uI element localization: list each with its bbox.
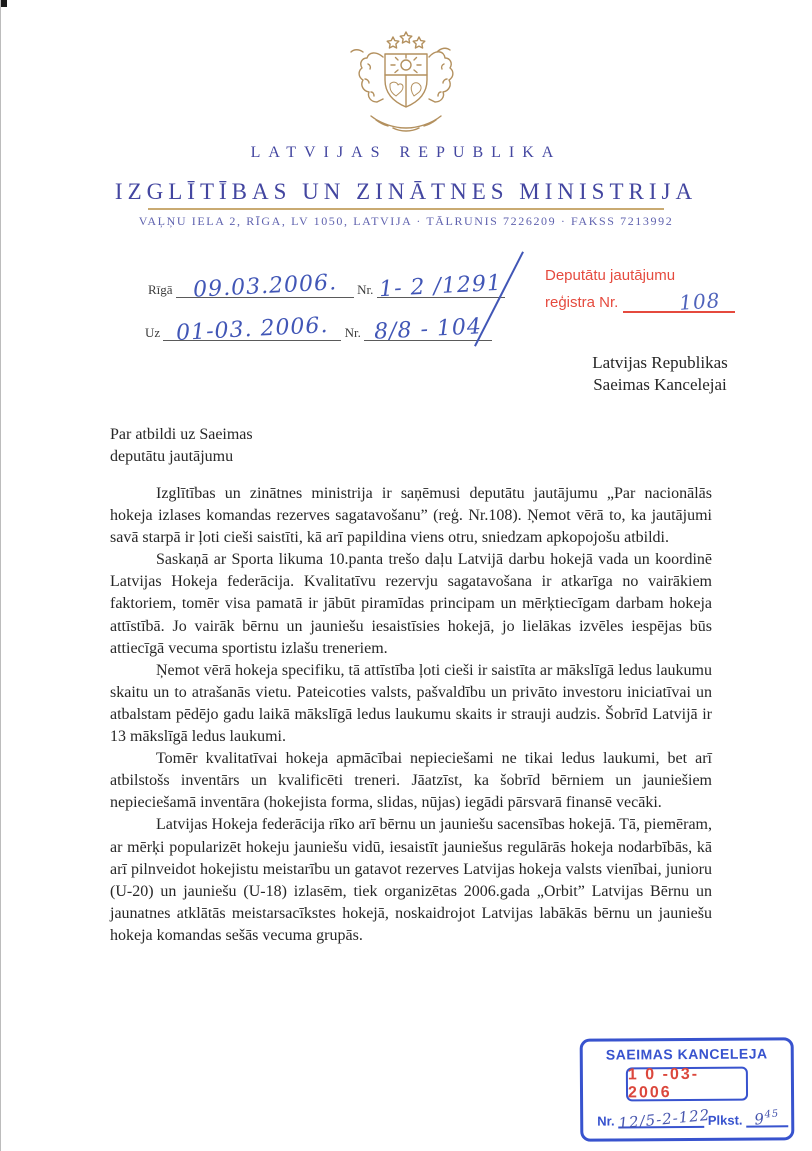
registry-stamp-line1: Deputātu jautājumu (545, 267, 676, 284)
place-label: Rīgā (148, 282, 173, 297)
nr-handwritten: 1- 2 /1291 (378, 270, 503, 303)
kanceleja-stamp-bottom-row (597, 1105, 783, 1133)
letter-body (110, 483, 712, 947)
date-underline (176, 270, 354, 303)
uz-nr-label: Nr. (344, 325, 361, 340)
paragraph-2: Saskaņā ar Sporta likuma 10.panta trešo daļu Latvijā darbu hokejā vada un koordinē Latvijas Hokeja federācija. Kvalitatīvu rezervju sagatavošana ir atkarīga no vairākiem faktoriem, tomēr visa pamatā ir jābūt piramīdas principam un mērķtiecīgam darbam hokeja attīstībā. Jo vairāk bērnu un jauniešu iesaistīsies hokejā, jo lielākas izvēles iespējas būs attiecīgā vecuma sportistu izlašu treneriem. (110, 551, 712, 657)
paragraph-4: Tomēr kvalitatīvai hokeja apmācībai nepieciešami ne tikai ledus laukumi, bet arī atbilstošs inventārs un kvalificēti treneri. Jāatzīst, ka šobrīd bērniem un jauniešiem nepieciešamā inventāra (hokejista forma, slidas, nūjas) iegādi pārsvarā finansē vecāki. (110, 750, 712, 812)
nr-underline (377, 270, 505, 303)
subject-line1: Par atbildi uz Saeimas (110, 426, 253, 443)
reference-line-1 (148, 270, 505, 303)
recipient-line2: Saeimas Kancelejai (593, 375, 727, 394)
uz-date-handwritten: 01-03. 2006. (175, 313, 330, 346)
scan-corner-mark (0, 0, 7, 7)
uz-date-underline (163, 313, 341, 346)
uz-nr-handwritten: 8/8 - 104 (373, 314, 483, 345)
nr-label: Nr. (357, 282, 374, 297)
registry-stamp-line2 (545, 288, 760, 313)
reference-line-2 (145, 313, 492, 346)
country-name: LATVIJAS REPUBLIKA (250, 144, 562, 161)
pen-slash-stroke (474, 251, 524, 346)
ministry-name: IZGLĪTĪBAS UN ZINĀTNES MINISTRIJA (114, 179, 698, 204)
ministry-address: VAĻŅU IELA 2, RĪGA, LV 1050, LATVIJA · TĀLRUNIS 7226209 · FAKSS 7213992 (138, 214, 674, 228)
paragraph-3: Ņemot vērā hokeja specifiku, tā attīstība ļoti cieši ir saistīta ar mākslīgā ledus laukumu skaitu un to atrašanās vietu. Pateicoties valsts, pašvaldību un privāto investoru iniciatīvai un atbalstam pēdējo gadu laikā mākslīgā ledus laukumu skaits ir strauji audzis. Šobrīd Latvijā ir 13 mākslīgā ledus laukumi. (110, 661, 712, 746)
kanceleja-plkst-underline (746, 1107, 788, 1127)
registry-stamp (545, 266, 760, 313)
stars-icon (387, 32, 425, 48)
kanceleja-nr-underline (617, 1105, 711, 1133)
recipient-block (560, 352, 760, 396)
paragraph-1: Izglītības un zinātnes ministrija ir saņēmusi deputātu jautājumu „Par nacionālās hokeja izlases komandas rezerves sagatavošanu” (reģ. Nr.108). Ņemot vērā to, ka jautājumi savā starpā ir ļoti cieši saistīti, kā arī papildina viens otru, sniedzam apkopojošu atbildi. (110, 485, 712, 547)
subject-block (110, 424, 253, 468)
uz-label: Uz (145, 325, 161, 340)
uz-nr-underline (364, 314, 492, 345)
subject-line2: deputātu jautājumu (110, 448, 234, 465)
registry-number-handwritten: 108 (678, 288, 722, 315)
kanceleja-stamp-date: 1 0 -03- 2006 (627, 1065, 700, 1102)
registry-nr-label: reģistra Nr. (545, 294, 619, 311)
kanceleja-nr-label: Nr. (597, 1113, 615, 1129)
kanceleja-plkst-label: Plkst. (707, 1112, 743, 1128)
kanceleja-nr-handwritten: 12/5-2-122 (617, 1105, 711, 1133)
registry-nr-underline (623, 288, 735, 313)
coat-of-arms-icon (338, 24, 474, 138)
scan-edge-line (0, 0, 1, 1151)
date-handwritten: 09.03.2006. (192, 270, 338, 303)
recipient-line1: Latvijas Republikas (592, 353, 728, 372)
paragraph-5: Latvijas Hokeja federācija rīko arī bērnu un jauniešu sacensības hokejā. Tā, piemēram, ar mērķi popularizēt hokeju jauniešu vidū, iesaistīt jauniešus regulārās hokeja nodarbībās, kā arī pilnveidot hokejistu meistarību un gatavot rezerves Latvijas hokeja valsts vienībai, junioru (U-20) un jauniešu (U-18) izlasēm, tiek organizētas 2006.gada „Orbit” Latvijas Bērnu un jaunatnes atklātās meistarsacīkstes hokejā, noskaidrojot Latvijas labākās bērnu un jauniešu hokeja komandas sešās vecuma grupās. (110, 816, 712, 944)
kanceleja-stamp-datebox (626, 1067, 748, 1102)
kanceleja-plkst-handwritten: $9^{45}$ (753, 1108, 781, 1129)
kanceleja-stamp-title: SAEIMAS KANCELEJA (605, 1045, 768, 1063)
kanceleja-stamp (580, 1037, 795, 1141)
letterhead-divider (148, 208, 664, 210)
